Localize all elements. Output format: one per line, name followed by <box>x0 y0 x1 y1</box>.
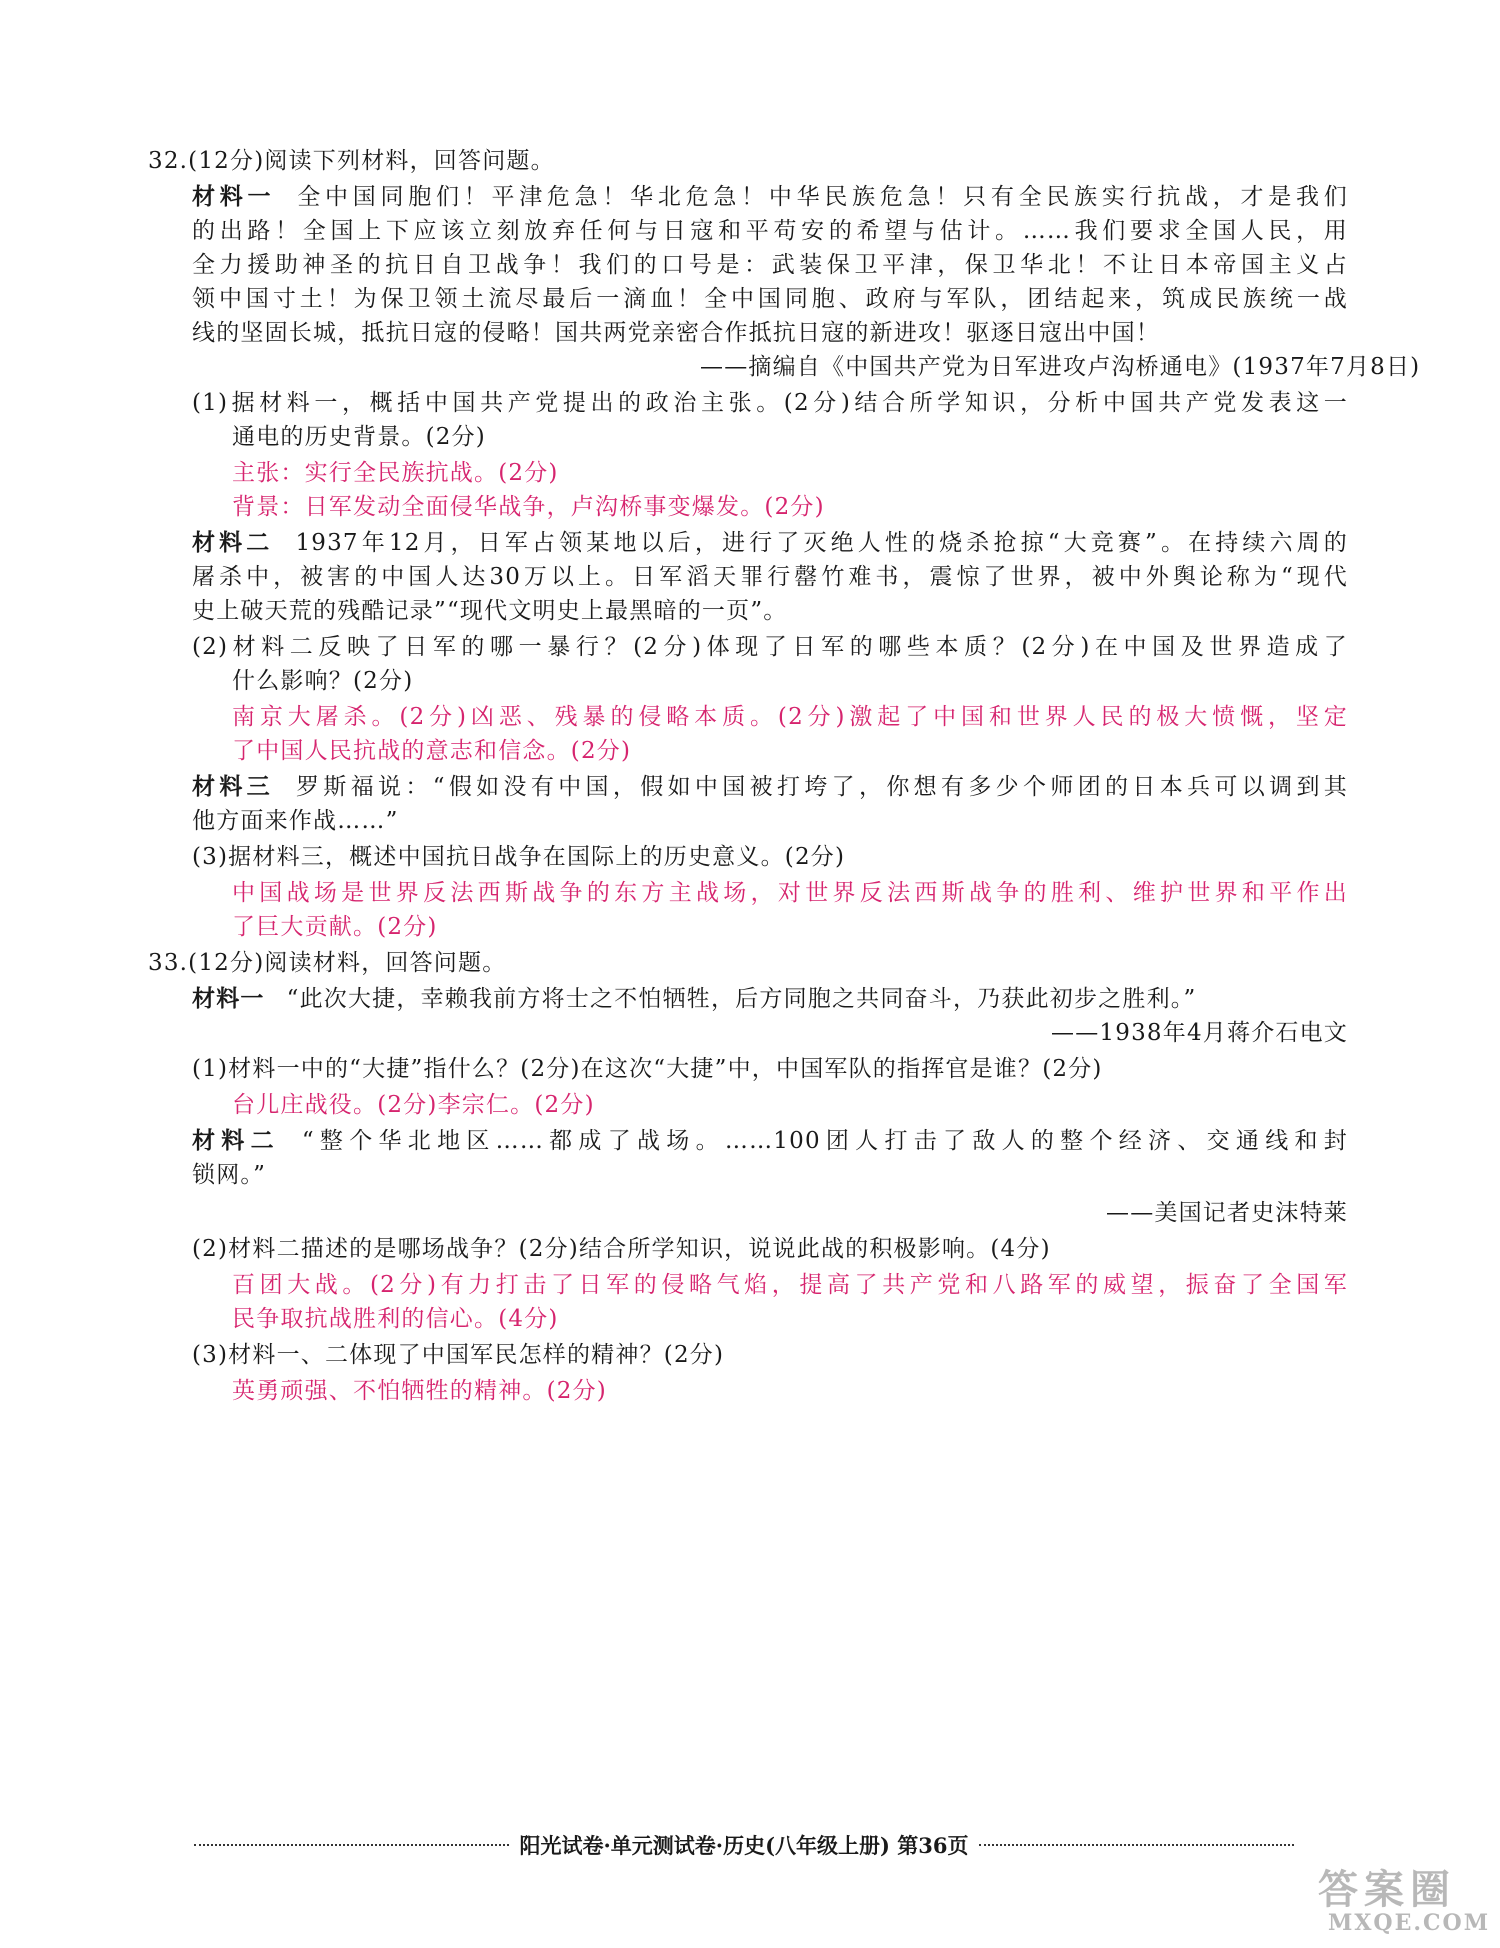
watermark-url: MXQE.COM <box>1328 1910 1491 1936</box>
q32-sub1: (1)据材料一，概括中国共产党提出的政治主张。(2分)结合所学知识，分析中国共产党发表这一 <box>192 390 1348 416</box>
q32-material1-line: 全力援助神圣的抗日自卫战争！我们的口号是：武装保卫平津，保卫华北！不让日本帝国主义占 <box>192 252 1348 278</box>
q33-material2-line: 锁网。” <box>192 1162 267 1188</box>
q32-sub2: (2)材料二反映了日军的哪一暴行？(2分)体现了日军的哪些本质？(2分)在中国及世界造成了 <box>192 634 1348 660</box>
q33-answer1: 台儿庄战役。(2分)李宗仁。(2分) <box>232 1092 595 1118</box>
q32-material1-line: 线的坚固长城，抵抗日寇的侵略！国共两党亲密合作抵抗日寇的新进攻！驱逐日寇出中国！ <box>192 320 1160 346</box>
q33-sub1: (1)材料一中的“大捷”指什么？(2分)在这次“大捷”中，中国军队的指挥官是谁？(2分) <box>192 1056 1103 1082</box>
q32-answer1: 主张：实行全民族抗战。(2分) <box>232 460 559 486</box>
q33-material2-line: 材料二 “整个华北地区……都成了战场。……100团人打击了敌人的整个经济、交通线和封 <box>192 1127 1348 1154</box>
q33-sub3: (3)材料一、二体现了中国军民怎样的精神？(2分) <box>192 1342 725 1368</box>
footer-dots-right <box>979 1844 1294 1846</box>
q32-material1-line: 的出路！全国上下应该立刻放弃任何与日寇和平苟安的希望与估计。……我们要求全国人民，用 <box>192 218 1348 244</box>
material-label: 材料二 <box>192 529 274 556</box>
q32-sub1: 通电的历史背景。(2分) <box>232 424 486 450</box>
q32-material1-line: 领中国寸土！为保卫领土流尽最后一滴血！全中国同胞、政府与军队，团结起来，筑成民族统一战 <box>192 286 1348 312</box>
material-label: 材料一 <box>192 183 276 210</box>
q32-sub2: 什么影响？(2分) <box>232 668 414 694</box>
q32-material1-source: ——摘编自《中国共产党为日军进攻卢沟桥通电》(1937年7月8日) <box>700 354 1421 380</box>
watermark-logo <box>1318 1858 1496 1944</box>
q33-material1-line: 材料一 “此次大捷，幸赖我前方将士之不怕牺牲，后方同胞之共同奋斗，乃获此初步之胜利。” <box>192 985 1197 1012</box>
material-label: 材料一 <box>192 985 265 1012</box>
q33-answer2: 民争取抗战胜利的信心。(4分) <box>232 1306 559 1332</box>
q33-header: 33.(12分)阅读材料，回答问题。 <box>148 950 507 976</box>
q33-material1-source: ——1938年4月蒋介石电文 <box>1051 1020 1348 1046</box>
page-footer <box>184 1828 1304 1862</box>
watermark-text: 答案圈 <box>1318 1866 1456 1913</box>
footer-text: 阳光试卷·单元测试卷·历史(八年级上册) 第36页 <box>519 1833 969 1858</box>
q32-answer1: 背景：日军发动全面侵华战争，卢沟桥事变爆发。(2分) <box>232 494 825 520</box>
footer-dots-left <box>194 1844 509 1846</box>
q32-answer3: 了巨大贡献。(2分) <box>232 914 438 940</box>
q32-material1-line: 材料一 全中国同胞们！平津危急！华北危急！中华民族危急！只有全民族实行抗战，才是我们 <box>192 183 1348 210</box>
q32-material3-line: 材料三 罗斯福说：“假如没有中国，假如中国被打垮了，你想有多少个师团的日本兵可以调到其 <box>192 773 1348 800</box>
q33-material2-source: ——美国记者史沫特莱 <box>1106 1200 1348 1226</box>
q32-answer2: 了中国人民抗战的意志和信念。(2分) <box>232 738 632 764</box>
q32-answer3: 中国战场是世界反法西斯战争的东方主战场，对世界反法西斯战争的胜利、维护世界和平作出 <box>232 880 1348 906</box>
material-label: 材料二 <box>192 1127 280 1154</box>
material-label: 材料三 <box>192 773 275 800</box>
q32-material2-line: 史上破天荒的残酷记录”“现代文明史上最黑暗的一页”。 <box>192 598 788 624</box>
q32-header: 32.(12分)阅读下列材料，回答问题。 <box>148 148 555 174</box>
q33-answer2: 百团大战。(2分)有力打击了日军的侵略气焰，提高了共产党和八路军的威望，振奋了全国军 <box>232 1272 1348 1298</box>
q33-sub2: (2)材料二描述的是哪场战争？(2分)结合所学知识，说说此战的积极影响。(4分) <box>192 1236 1051 1262</box>
q32-material2-line: 屠杀中，被害的中国人达30万以上。日军滔天罪行罄竹难书，震惊了世界，被中外舆论称为“现代 <box>192 564 1348 590</box>
q32-material3-line: 他方面来作战……” <box>192 808 399 834</box>
q32-answer2: 南京大屠杀。(2分)凶恶、残暴的侵略本质。(2分)激起了中国和世界人民的极大愤慨，坚定 <box>232 704 1348 730</box>
q33-answer3: 英勇顽强、不怕牺牲的精神。(2分) <box>232 1378 607 1404</box>
q32-material2-line: 材料二 1937年12月，日军占领某地以后，进行了灭绝人性的烧杀抢掠“大竞赛”。在持续六周的 <box>192 529 1348 556</box>
q32-sub3: (3)据材料三，概述中国抗日战争在国际上的历史意义。(2分) <box>192 844 846 870</box>
